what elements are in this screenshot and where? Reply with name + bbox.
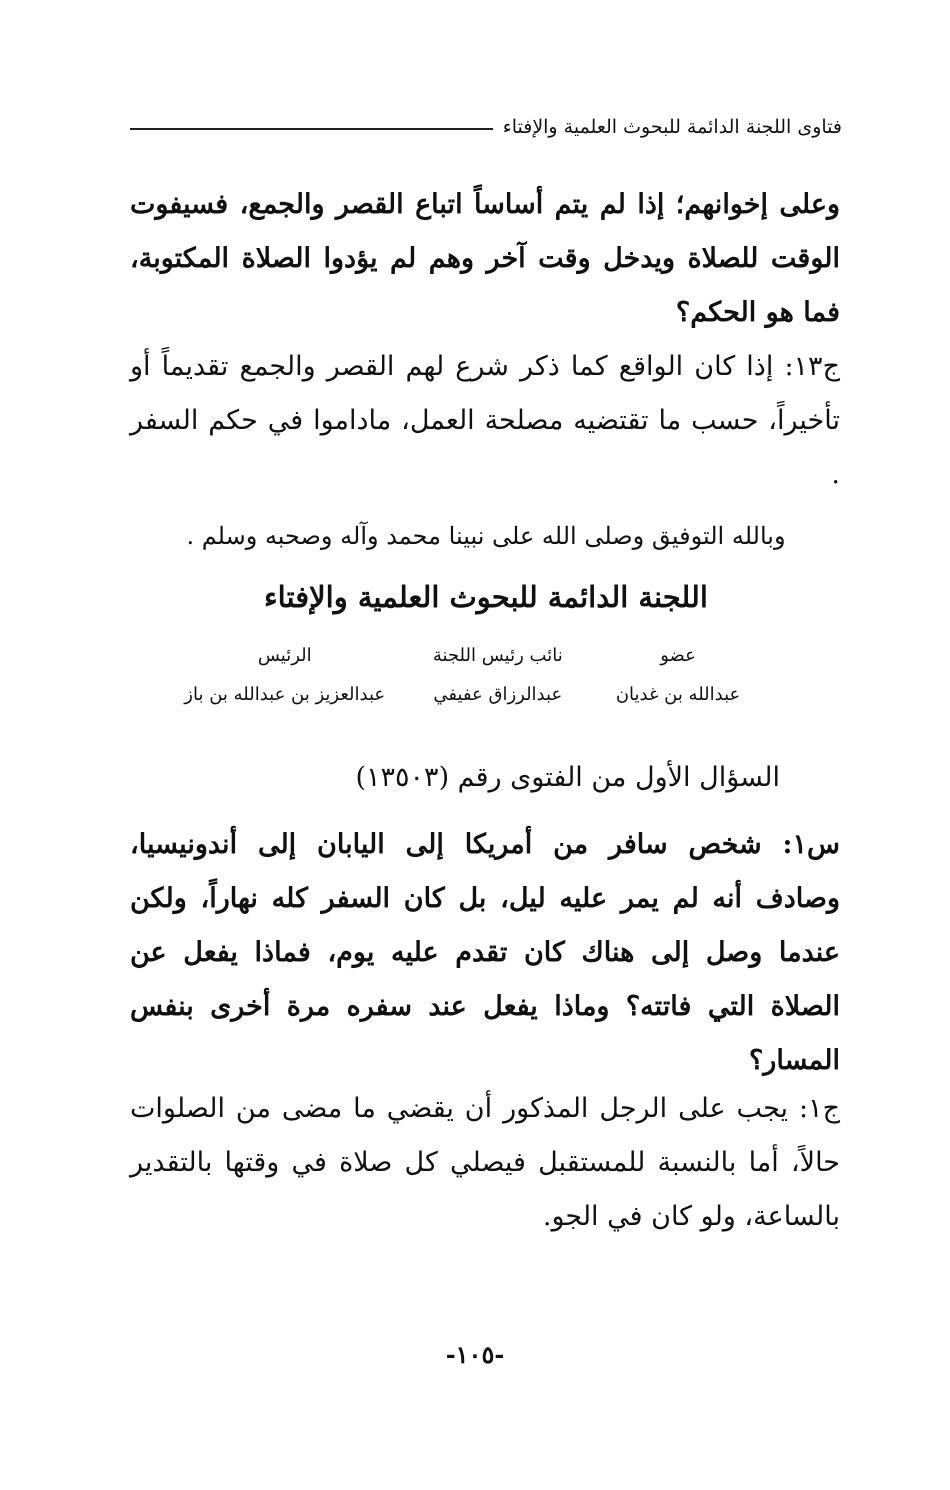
closing-prayer: وبالله التوفيق وصلى الله على نبينا محمد وآله وصحبه وسلم . bbox=[186, 522, 786, 550]
running-title: فتاوى اللجنة الدائمة للبحوث العلمية والإفتاء bbox=[502, 116, 842, 138]
member-role: عضو bbox=[660, 645, 696, 666]
member-role: نائب رئيس اللجنة bbox=[432, 645, 563, 666]
section1-question bbox=[130, 178, 840, 340]
question-1-text: س١: شخص سافر من أمريكا إلى اليابان إلى أندونيسيا، وصادف أنه لم يمر عليه ليل، بل كان السفر كله نهاراً، ولكن عندما وصل إلى هناك كان تقدم عليه يوم، فماذا يفعل عن الصلاة التي فاتته؟ وماذا يفعل عند سفره مرة أخرى بنفس المسار؟ bbox=[130, 829, 840, 1076]
fatwa-heading: السؤال الأول من الفتوى رقم (١٣٥٠٣) bbox=[355, 762, 780, 793]
committee-title: اللجنة الدائمة للبحوث العلمية والإفتاء bbox=[264, 580, 708, 614]
answer-1-text: ج١: يجب على الرجل المذكور أن يقضي ما مضى من الصلوات حالاً، أما بالنسبة للمستقبل فيصلي كل صلاة في وقتها بالتقدير بالساعة، ولو كان في الجو. bbox=[130, 1093, 840, 1232]
running-header bbox=[130, 112, 842, 142]
header-rule bbox=[130, 128, 493, 130]
question-tail-text: وعلى إخوانهم؛ إذا لم يتم أساساً اتباع القصر والجمع، فسيفوت الوقت للصلاة ويدخل وقت آخر وهم لم يؤدوا الصلاة المكتوبة، فما هو الحكم؟ bbox=[130, 189, 840, 328]
member-name: عبدالله بن غديان bbox=[615, 684, 741, 705]
member-name: عبدالرزاق عفيفي bbox=[433, 684, 563, 705]
member-role: الرئيس bbox=[257, 645, 312, 666]
page-number: -١٠٥- bbox=[445, 1340, 505, 1369]
answer-13-text: ج١٣: إذا كان الواقع كما ذكر شرع لهم القصر والجمع تقديماً أو تأخيراً، حسب ما تقتضيه مصلحة العمل، ماداموا في حكم السفر . bbox=[130, 351, 840, 490]
section2-question bbox=[130, 818, 840, 1088]
signatures-block bbox=[170, 645, 760, 705]
section1-answer bbox=[130, 340, 840, 502]
section2-answer bbox=[130, 1082, 840, 1244]
member-name: عبدالعزيز بن عبدالله بن باز bbox=[184, 684, 386, 705]
